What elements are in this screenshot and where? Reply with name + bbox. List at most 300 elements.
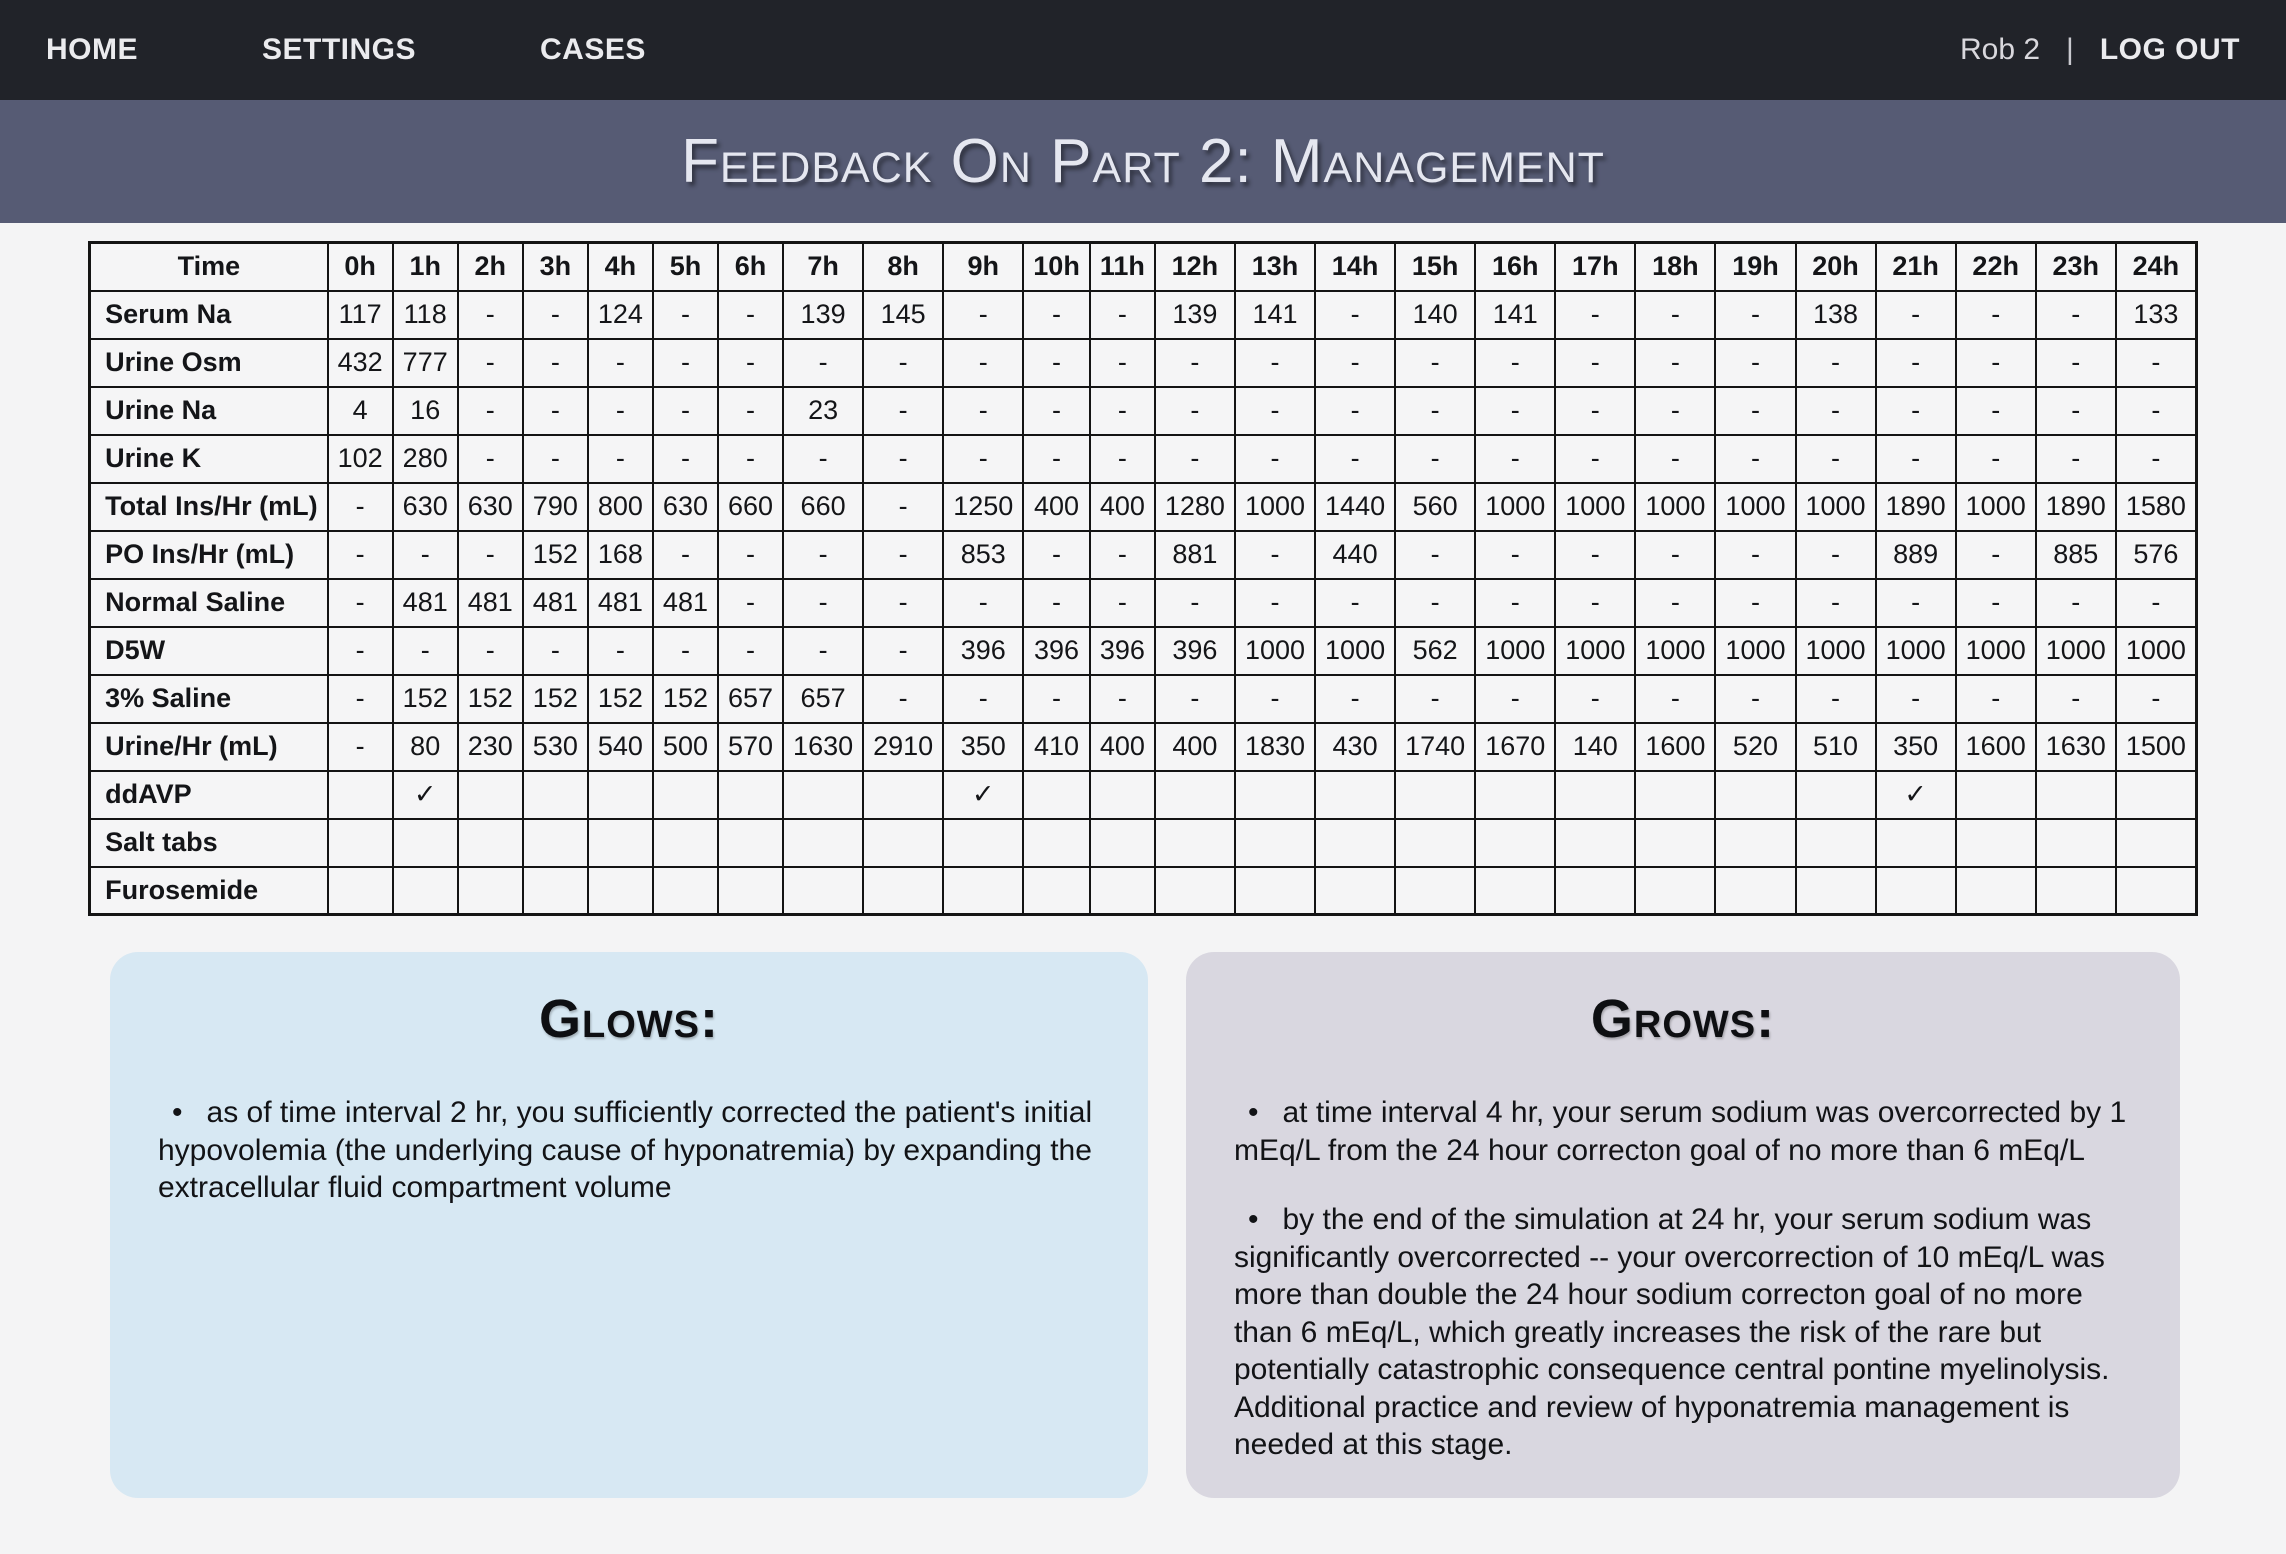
table-cell: - [1023, 531, 1090, 579]
table-cell: - [1235, 387, 1315, 435]
table-cell: 657 [783, 675, 863, 723]
table-row [90, 435, 2197, 483]
table-row [90, 339, 2197, 387]
table-cell: 139 [783, 291, 863, 339]
table-cell: - [1635, 435, 1715, 483]
table-cell: - [1635, 531, 1715, 579]
table-cell: 800 [588, 483, 653, 531]
table-cell: - [1555, 435, 1635, 483]
table-cell: - [1796, 531, 1876, 579]
table-cell: 440 [1315, 531, 1395, 579]
table-cell: 481 [458, 579, 523, 627]
table-cell: 1000 [1475, 627, 1555, 675]
table-cell: - [1315, 339, 1395, 387]
table-cell: 1000 [1235, 483, 1315, 531]
table-cell: - [1395, 579, 1475, 627]
table-cell: - [863, 435, 943, 483]
table-cell: 1250 [943, 483, 1023, 531]
row-label: Normal Saline [90, 579, 328, 627]
table-cell: 1000 [1956, 483, 2036, 531]
hour-column-header: 6h [718, 243, 783, 291]
table-cell: 889 [1876, 531, 1956, 579]
table-cell: - [328, 483, 393, 531]
table-cell: - [458, 339, 523, 387]
table-cell: 481 [588, 579, 653, 627]
table-cell: 280 [393, 435, 458, 483]
hour-column-header: 22h [1956, 243, 2036, 291]
glows-list [158, 1094, 1100, 1207]
table-cell: - [1395, 339, 1475, 387]
table-cell: - [653, 627, 718, 675]
table-cell [1395, 771, 1475, 819]
table-cell [1635, 867, 1715, 915]
table-cell [1555, 819, 1635, 867]
hour-column-header: 4h [588, 243, 653, 291]
table-cell [1876, 867, 1956, 915]
table-cell [1315, 867, 1395, 915]
table-row [90, 771, 2197, 819]
table-cell: 1000 [1796, 483, 1876, 531]
table-cell: - [718, 291, 783, 339]
table-cell [1235, 771, 1315, 819]
table-cell: - [783, 339, 863, 387]
table-cell: - [943, 387, 1023, 435]
table-cell: 141 [1235, 291, 1315, 339]
table-cell [1155, 867, 1235, 915]
table-cell: - [1715, 387, 1795, 435]
table-cell: 139 [1155, 291, 1235, 339]
table-cell: 118 [393, 291, 458, 339]
table-cell: - [1475, 675, 1555, 723]
table-cell: - [718, 339, 783, 387]
table-cell [1090, 819, 1155, 867]
table-cell [588, 771, 653, 819]
page-title-banner [0, 100, 2286, 223]
table-cell [1090, 867, 1155, 915]
hour-column-header: 21h [1876, 243, 1956, 291]
table-cell [1395, 867, 1475, 915]
table-cell [1155, 819, 1235, 867]
table-cell [1715, 819, 1795, 867]
grows-list [1234, 1094, 2132, 1464]
table-cell: - [1876, 291, 1956, 339]
table-cell: 1890 [2036, 483, 2116, 531]
table-cell: 530 [523, 723, 588, 771]
table-cell: 1000 [1956, 627, 2036, 675]
table-cell: 1890 [1876, 483, 1956, 531]
table-cell [2036, 771, 2116, 819]
table-cell: 1000 [1715, 483, 1795, 531]
table-cell: - [2036, 675, 2116, 723]
hour-column-header: 23h [2036, 243, 2116, 291]
table-cell: - [1475, 579, 1555, 627]
table-row [90, 531, 2197, 579]
table-cell [393, 819, 458, 867]
table-cell: - [1155, 435, 1235, 483]
table-cell: 1500 [2116, 723, 2197, 771]
table-cell [863, 819, 943, 867]
hour-column-header: 0h [328, 243, 393, 291]
table-cell [458, 771, 523, 819]
table-row [90, 723, 2197, 771]
bullet-icon: • [1247, 1203, 1259, 1236]
row-label: PO Ins/Hr (mL) [90, 531, 328, 579]
table-cell: - [1555, 531, 1635, 579]
table-cell [1635, 819, 1715, 867]
table-cell [328, 771, 393, 819]
table-cell: 230 [458, 723, 523, 771]
table-cell: - [1235, 579, 1315, 627]
table-cell: 630 [458, 483, 523, 531]
username[interactable]: Rob 2 [1959, 33, 2041, 66]
table-cell: - [1395, 531, 1475, 579]
hour-column-header: 13h [1235, 243, 1315, 291]
table-cell: - [1956, 531, 2036, 579]
table-cell: 124 [588, 291, 653, 339]
table-cell: 1000 [2036, 627, 2116, 675]
table-cell: 777 [393, 339, 458, 387]
logout-button[interactable]: LOG OUT [2099, 33, 2240, 66]
table-cell: 853 [943, 531, 1023, 579]
table-cell: - [1090, 387, 1155, 435]
hour-column-header: 3h [523, 243, 588, 291]
table-cell [653, 771, 718, 819]
table-cell: ✓ [1876, 771, 1956, 819]
table-cell [1796, 819, 1876, 867]
table-header-row [90, 243, 2197, 291]
table-cell [458, 867, 523, 915]
table-cell: 152 [458, 675, 523, 723]
table-cell: - [328, 675, 393, 723]
table-cell: - [1715, 675, 1795, 723]
table-cell: - [393, 627, 458, 675]
table-cell: - [1155, 579, 1235, 627]
table-cell: 396 [1155, 627, 1235, 675]
table-cell: 350 [1876, 723, 1956, 771]
table-cell: 660 [718, 483, 783, 531]
table-cell: - [1956, 387, 2036, 435]
table-cell: 560 [1395, 483, 1475, 531]
table-cell [653, 819, 718, 867]
table-cell [2036, 819, 2116, 867]
table-cell [783, 771, 863, 819]
grows-bullet-text: by the end of the simulation at 24 hr, your serum sodium was significantly overcorrected -- your overcorrection of 10 mEq/L was more than double the 24 hour sodium correcton goal of no more than 6 mEq/L, which greatly increases the risk of the rare but potentially catastrophic consequence central pontine myelinolysis. Additional practice and review of hyponatremia management is needed at this stage. [1233, 1203, 2110, 1461]
table-cell: - [1395, 675, 1475, 723]
table-cell: - [1555, 579, 1635, 627]
hour-column-header: 20h [1796, 243, 1876, 291]
nav-item-settings[interactable]: SETTINGS [262, 33, 417, 66]
table-cell: - [1956, 675, 2036, 723]
nav-item-cases[interactable]: CASES [540, 33, 646, 66]
table-cell [588, 867, 653, 915]
table-cell [1956, 819, 2036, 867]
table-cell: 500 [653, 723, 718, 771]
hour-column-header: 14h [1315, 243, 1395, 291]
table-cell: - [718, 387, 783, 435]
hour-column-header: 8h [863, 243, 943, 291]
table-cell: 481 [653, 579, 718, 627]
table-cell: - [1023, 579, 1090, 627]
table-cell: - [1876, 675, 1956, 723]
table-cell: 152 [393, 675, 458, 723]
table-cell [588, 819, 653, 867]
table-cell: 1600 [1635, 723, 1715, 771]
table-cell: 520 [1715, 723, 1795, 771]
table-cell: - [1475, 339, 1555, 387]
nav-item-home[interactable]: HOME [46, 33, 138, 66]
table-cell: - [1555, 339, 1635, 387]
table-cell: 1000 [1635, 483, 1715, 531]
table-cell: - [2036, 291, 2116, 339]
table-cell [863, 867, 943, 915]
table-cell: - [1315, 387, 1395, 435]
table-cell: - [653, 291, 718, 339]
table-cell: 152 [588, 675, 653, 723]
table-row [90, 579, 2197, 627]
table-cell [1395, 819, 1475, 867]
table-cell [1956, 867, 2036, 915]
table-cell: 117 [328, 291, 393, 339]
table-cell [1235, 819, 1315, 867]
table-cell: - [943, 291, 1023, 339]
nav-links [46, 33, 646, 67]
table-cell: - [1023, 339, 1090, 387]
table-cell: 23 [783, 387, 863, 435]
table-cell: - [1635, 675, 1715, 723]
table-cell: - [1876, 435, 1956, 483]
table-cell: - [588, 435, 653, 483]
table-cell: 152 [523, 531, 588, 579]
table-cell: 400 [1090, 483, 1155, 531]
table-cell: - [1555, 291, 1635, 339]
table-cell [1715, 867, 1795, 915]
table-cell [1635, 771, 1715, 819]
table-cell: - [328, 723, 393, 771]
nav-user-area [1960, 33, 2240, 67]
table-cell [943, 867, 1023, 915]
table-cell: - [943, 675, 1023, 723]
table-cell: - [863, 387, 943, 435]
table-cell: - [1395, 435, 1475, 483]
table-cell: 168 [588, 531, 653, 579]
hour-column-header: 1h [393, 243, 458, 291]
table-cell: 1000 [1635, 627, 1715, 675]
grows-panel [1186, 952, 2180, 1498]
table-cell: - [458, 531, 523, 579]
table-cell: 430 [1315, 723, 1395, 771]
table-cell [458, 819, 523, 867]
table-cell: 885 [2036, 531, 2116, 579]
table-cell [1023, 771, 1090, 819]
nav-separator: | [2066, 33, 2074, 66]
table-cell: 396 [1090, 627, 1155, 675]
table-cell: - [943, 435, 1023, 483]
feedback-section [110, 952, 2180, 1498]
table-cell: - [1023, 435, 1090, 483]
list-item [1234, 1094, 2132, 1169]
table-cell [1876, 819, 1956, 867]
bullet-icon: • [1247, 1096, 1259, 1129]
table-cell: - [1475, 435, 1555, 483]
table-cell: - [1956, 339, 2036, 387]
table-cell: - [783, 435, 863, 483]
table-cell: 102 [328, 435, 393, 483]
glows-panel [110, 952, 1148, 1498]
table-cell: 881 [1155, 531, 1235, 579]
table-cell: - [1090, 579, 1155, 627]
table-cell: - [653, 339, 718, 387]
table-cell: - [2116, 675, 2197, 723]
table-cell [1155, 771, 1235, 819]
hour-column-header: 2h [458, 243, 523, 291]
table-cell [863, 771, 943, 819]
table-cell: 481 [393, 579, 458, 627]
table-cell: 1000 [1876, 627, 1956, 675]
table-cell: - [863, 579, 943, 627]
table-cell: - [718, 435, 783, 483]
table-cell: 133 [2116, 291, 2197, 339]
hour-column-header: 24h [2116, 243, 2197, 291]
table-cell: 1600 [1956, 723, 2036, 771]
table-cell [2116, 819, 2197, 867]
table-cell: - [523, 339, 588, 387]
table-cell: - [2116, 435, 2197, 483]
table-cell: 1000 [1715, 627, 1795, 675]
row-label: Urine/Hr (mL) [90, 723, 328, 771]
table-cell: - [2116, 387, 2197, 435]
table-cell: - [1155, 387, 1235, 435]
table-cell [1796, 867, 1876, 915]
navbar [0, 0, 2286, 100]
glows-title: Glows: [538, 989, 719, 1049]
table-row [90, 291, 2197, 339]
table-cell: 140 [1555, 723, 1635, 771]
table-cell: - [1395, 387, 1475, 435]
table-cell: 570 [718, 723, 783, 771]
table-cell: - [328, 627, 393, 675]
table-cell: - [523, 387, 588, 435]
table-cell [1090, 771, 1155, 819]
table-cell: 141 [1475, 291, 1555, 339]
table-cell: - [653, 387, 718, 435]
results-table-container [0, 223, 2286, 916]
row-label: Furosemide [90, 867, 328, 915]
table-cell: 4 [328, 387, 393, 435]
table-cell [1475, 819, 1555, 867]
table-cell: ✓ [393, 771, 458, 819]
row-label: Urine K [90, 435, 328, 483]
table-cell: 790 [523, 483, 588, 531]
table-cell: - [943, 579, 1023, 627]
table-cell: - [328, 531, 393, 579]
table-cell: - [1555, 387, 1635, 435]
table-cell: - [2036, 435, 2116, 483]
table-cell: 80 [393, 723, 458, 771]
table-cell: - [1715, 531, 1795, 579]
table-cell: - [1876, 387, 1956, 435]
table-cell: - [393, 531, 458, 579]
table-row [90, 627, 2197, 675]
table-row [90, 387, 2197, 435]
table-cell: 1670 [1475, 723, 1555, 771]
table-cell: 1000 [1555, 483, 1635, 531]
table-cell: - [863, 627, 943, 675]
table-cell: 432 [328, 339, 393, 387]
table-cell: 630 [393, 483, 458, 531]
row-label: Urine Na [90, 387, 328, 435]
table-cell [393, 867, 458, 915]
table-cell [1023, 819, 1090, 867]
table-row [90, 867, 2197, 915]
row-label: D5W [90, 627, 328, 675]
glows-bullet-text: as of time interval 2 hr, you sufficiently corrected the patient's initial hypovolemia (the underlying cause of hyponatremia) by expanding the extracellular fluid compartment volume [158, 1096, 1093, 1204]
table-cell: 396 [943, 627, 1023, 675]
row-label: Total Ins/Hr (mL) [90, 483, 328, 531]
table-cell: - [588, 627, 653, 675]
table-cell: - [718, 579, 783, 627]
table-cell: - [2036, 579, 2116, 627]
table-cell: - [2116, 339, 2197, 387]
table-cell: - [1090, 531, 1155, 579]
table-cell: 1830 [1235, 723, 1315, 771]
table-cell: 1630 [783, 723, 863, 771]
table-cell: 1630 [2036, 723, 2116, 771]
table-cell: - [1635, 579, 1715, 627]
table-cell: - [458, 387, 523, 435]
table-cell: 16 [393, 387, 458, 435]
table-cell [718, 819, 783, 867]
table-cell: - [1635, 339, 1715, 387]
table-cell [2116, 867, 2197, 915]
table-cell: 657 [718, 675, 783, 723]
table-cell: 145 [863, 291, 943, 339]
table-cell: - [458, 627, 523, 675]
table-cell: - [783, 531, 863, 579]
table-cell: - [1715, 291, 1795, 339]
table-cell: - [1235, 339, 1315, 387]
table-cell: - [523, 435, 588, 483]
table-cell: - [1876, 339, 1956, 387]
table-cell [523, 867, 588, 915]
table-cell: - [2116, 579, 2197, 627]
table-cell: - [1715, 339, 1795, 387]
table-row [90, 483, 2197, 531]
table-cell: ✓ [943, 771, 1023, 819]
table-cell: - [1090, 339, 1155, 387]
table-cell: 1000 [1315, 627, 1395, 675]
table-cell: - [1796, 435, 1876, 483]
table-cell: 562 [1395, 627, 1475, 675]
table-cell [1956, 771, 2036, 819]
list-item [1234, 1201, 2132, 1464]
table-cell: 1000 [1555, 627, 1635, 675]
table-cell [1715, 771, 1795, 819]
table-cell [943, 819, 1023, 867]
table-cell: 630 [653, 483, 718, 531]
table-cell: - [1635, 387, 1715, 435]
table-cell: 2910 [863, 723, 943, 771]
table-cell: 152 [523, 675, 588, 723]
table-cell: 481 [523, 579, 588, 627]
table-cell: - [1956, 291, 2036, 339]
table-cell [1555, 771, 1635, 819]
table-cell: - [458, 291, 523, 339]
table-cell: - [1715, 435, 1795, 483]
time-column-header: Time [90, 243, 328, 291]
table-cell: - [523, 627, 588, 675]
table-cell: - [863, 483, 943, 531]
table-cell: - [588, 339, 653, 387]
